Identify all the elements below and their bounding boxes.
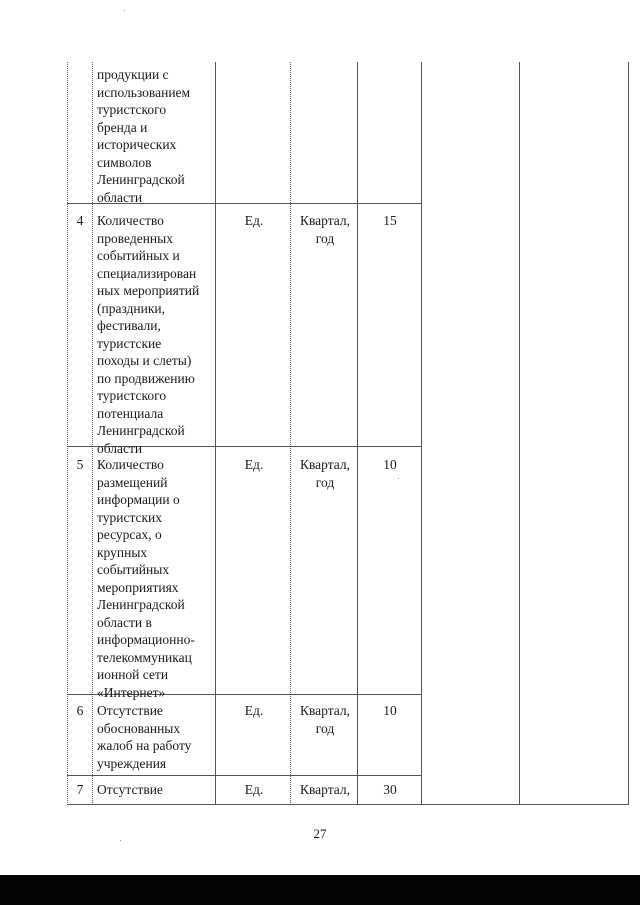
reporting-period: Квартал, год	[299, 457, 351, 490]
scan-speck	[398, 478, 399, 479]
indicator-description: Количество размещений информации о туристских ресурсах, о крупных событийных мероприятиях Ленинградской области в информационно- телекоммуникац ионной сети «Интернет»	[97, 457, 195, 700]
unit-of-measure: Ед.	[244, 213, 264, 228]
unit-of-measure: Ед.	[244, 457, 264, 472]
target-value: 15	[383, 213, 397, 228]
row-number: 6	[76, 703, 84, 718]
row-number: 4	[76, 213, 84, 228]
indicator-description: Отсутствие обоснованных жалоб на работу учреждения	[97, 703, 192, 771]
indicator-description: Отсутствие	[97, 782, 163, 797]
unit-of-measure: Ед.	[244, 782, 264, 797]
reporting-period: Квартал,	[299, 782, 351, 797]
unit-of-measure: Ед.	[244, 703, 264, 718]
table-border-bottom	[67, 804, 628, 805]
indicator-description: Количество проведенных событийных и специализирован ных мероприятий (праздники, фестивали, туристские походы и слеты) по продвижению туристского потенциала Ленинградской области	[97, 213, 200, 456]
target-value: 10	[383, 703, 397, 718]
row-number: 5	[76, 457, 84, 472]
page-number: 27	[313, 826, 327, 841]
row-number: 7	[76, 782, 84, 797]
table-border-right	[628, 62, 629, 805]
scan-speck	[124, 10, 125, 11]
reporting-period: Квартал, год	[299, 703, 351, 736]
table-column-divider	[421, 62, 422, 805]
target-value: 30	[383, 782, 397, 797]
indicator-description: продукции с использованием туристского бренда и исторических символов Ленинградской области	[97, 67, 191, 205]
row-divider	[67, 775, 421, 776]
table-column-divider	[519, 62, 520, 805]
reporting-period: Квартал, год	[299, 213, 351, 246]
scan-bottom-edge	[0, 875, 640, 905]
target-value: 10	[383, 457, 397, 472]
